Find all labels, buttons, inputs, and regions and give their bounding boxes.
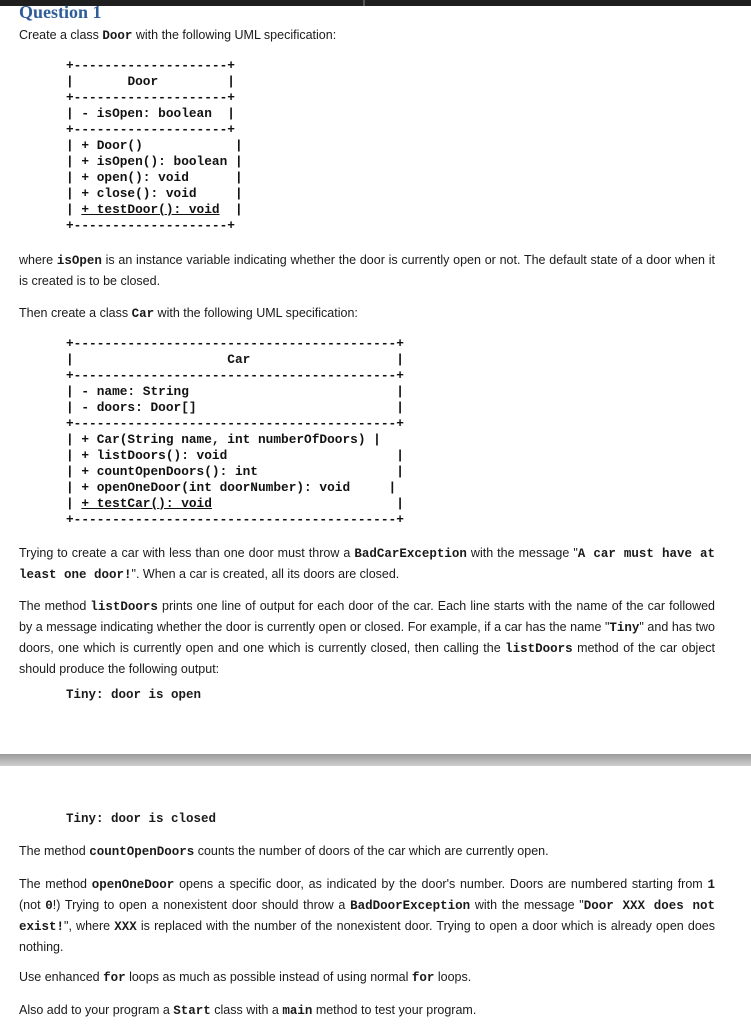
car-intro-paragraph: Then create a class Car with the following UML specification: — [19, 306, 358, 321]
door-class-name: Door — [127, 74, 159, 89]
openonedoor-paragraph: The method openOneDoor opens a specific door, as indicated by the door's number. Doors are numbered starting from 1 (not 0!) Trying to open a nonexistent door should throw a BadDoorException with the message "Door XXX does not exist!", where XXX is replaced with the number of the nonexistent door. Trying to open a door which is already open does nothing. — [19, 877, 716, 954]
door-description: where isOpen is an instance variable indicating whether the door is currently open or not. The default state of a door when it is created is to be closed. — [19, 253, 715, 288]
page-1 — [0, 2, 751, 754]
car-static-method: + testCar(): void — [81, 496, 212, 511]
door-static-method: + testDoor(): void — [81, 202, 220, 217]
listdoors-paragraph: The method listDoors prints one line of output for each door of the car. Each line starts with the name of the car followed by a message indicating whether the door is currently open or closed. For example, if a car has the name "Tiny" and has two doors, one which is currently open and one which is currently closed, then calling the listDoors method of the car object should produce the following output: — [19, 599, 715, 676]
exception-paragraph: Trying to create a car with less than one door must throw a BadCarException with the message "A car must have at least one door!". When a car is created, all its doors are closed. — [19, 546, 715, 582]
door-uml-diagram: +--------------------+ | Door | +--------------------+ | - isOpen: boolean | +--------------------+ | + Door() | | + isOpen(): boolean | | + open(): void | | + close(): void | | + testDoor(): void | +--------------------+ — [66, 58, 243, 233]
output-line-open: Tiny: door is open — [66, 688, 202, 702]
countopendoors-paragraph: The method countOpenDoors counts the number of doors of the car which are currently open. — [19, 844, 549, 859]
page-break — [0, 754, 751, 766]
page-2 — [0, 766, 751, 1024]
output-line-closed: Tiny: door is closed — [66, 812, 217, 826]
car-uml-diagram: +------------------------------------------+ | Car | +------------------------------------------+ | - name: String | | - doors: Door[] | +------------------------------------------+ | + Car(String name, int numberOfDoors) | | + listDoors(): void | | + countOpenDoors(): int | | + openOneDoor(int doorNumber): void | | + testCar(): void | +------------------------------------------+ — [66, 336, 404, 527]
enhanced-for-paragraph: Use enhanced for loops as much as possible instead of using normal for loops. — [19, 970, 472, 985]
start-class-paragraph: Also add to your program a Start class with a main method to test your program. — [19, 1003, 477, 1018]
intro-paragraph: Create a class Door with the following UML specification: — [19, 28, 337, 43]
question-heading: Question 1 — [19, 2, 102, 22]
car-class-name: Car — [227, 352, 251, 367]
